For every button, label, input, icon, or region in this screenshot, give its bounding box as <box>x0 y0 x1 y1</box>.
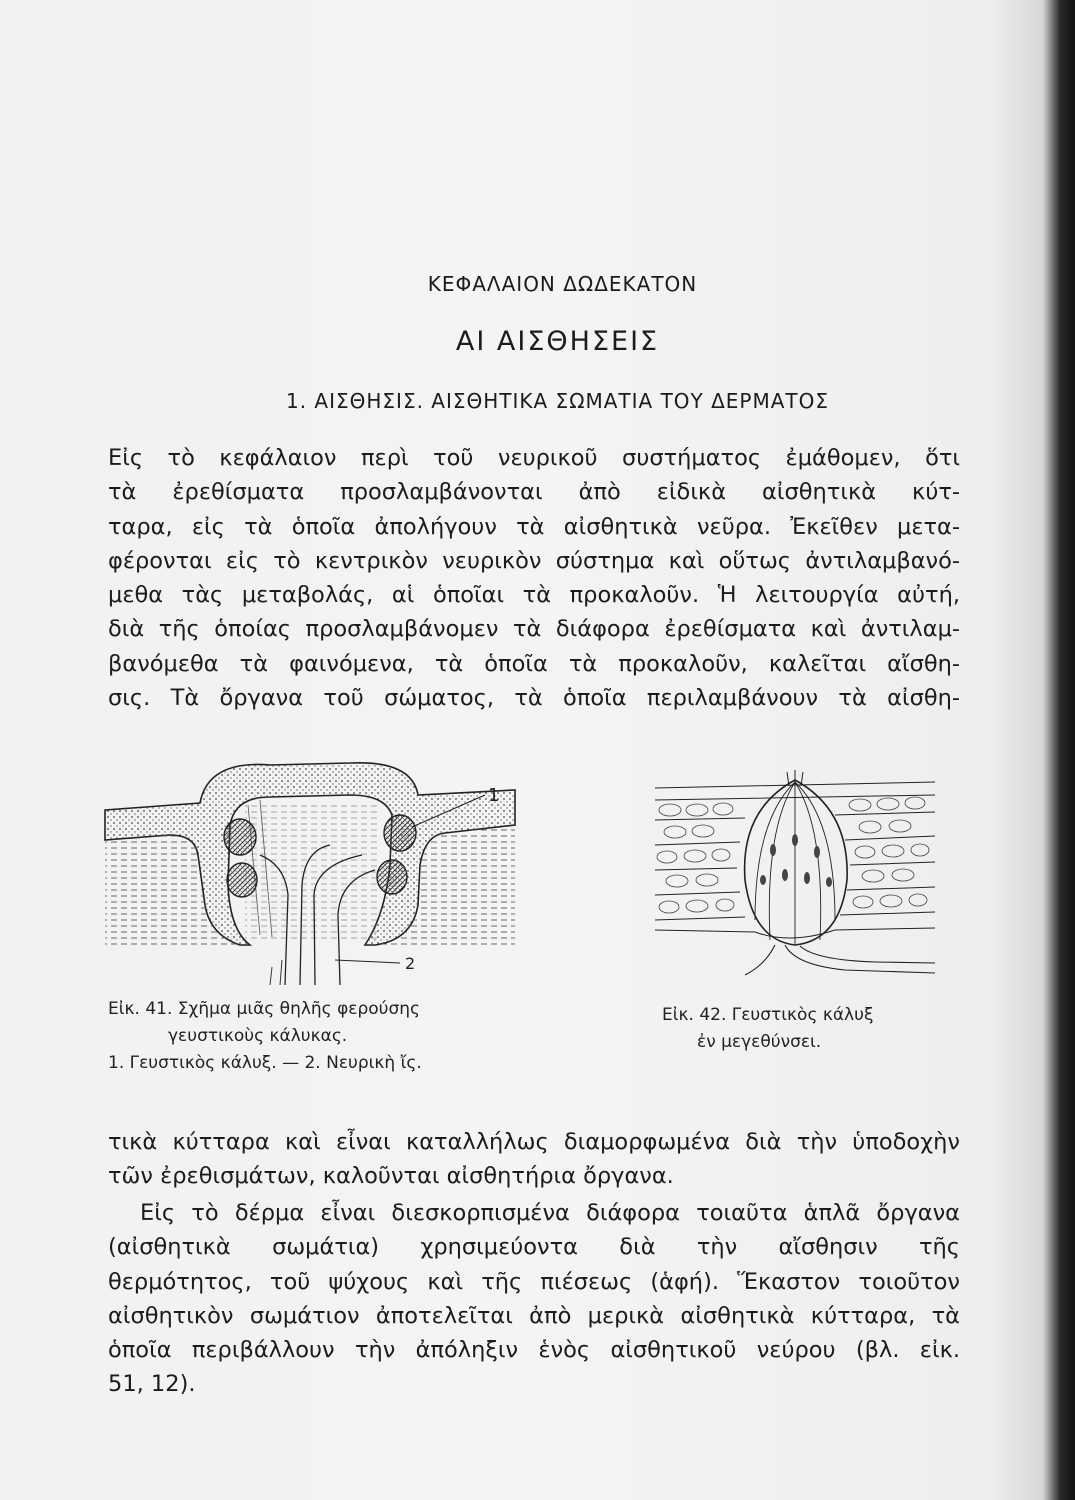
figure-42-taste-bud-drawing <box>645 770 945 980</box>
caption-line: Εἰκ. 41. Σχῆμα μιᾶς θηλῆς φερούσης <box>108 999 421 1019</box>
text-line: τικὰ κύτταρα καὶ εἶναι καταλλήλως διαμορφωμένα διὰ τὴν ὑποδοχὴν <box>108 1129 960 1155</box>
paragraph-3 <box>108 1196 960 1402</box>
text-line: τῶν ἐρεθισμάτων, καλοῦνται αἰσθητήρια ὄργανα. <box>108 1163 674 1190</box>
text-line: Εἰς τὸ κεφάλαιον περὶ τοῦ νευρικοῦ συστήματος ἐμάθομεν, ὅτι <box>108 445 960 471</box>
text-line: ὁποῖα περιβάλλουν τὴν ἀπόληξιν ἑνὸς αἰσθητικοῦ νεύρου (βλ. εἰκ. <box>108 1337 960 1364</box>
text-line: μεθα τὰς μεταβολάς, αἱ ὁποῖαι τὰ προκαλοῦν. Ἡ λειτουργία αὐτή, <box>108 582 960 609</box>
text-line: (αἰσθητικὰ σωμάτια) χρησιμεύοντα διὰ τὴν αἴσθησιν τῆς <box>108 1234 960 1261</box>
caption-line: γευστικοὺς κάλυκας. <box>168 1026 348 1046</box>
paragraph-2 <box>108 1125 960 1194</box>
figure-41-label-2: 2 <box>405 954 416 973</box>
paragraph-1 <box>108 441 960 715</box>
caption-line: ἐν μεγεθύνσει. <box>697 1032 822 1052</box>
text-line: ταρα, εἰς τὰ ὁποῖα ἀπολήγουν τὰ αἰσθητικὰ νεῦρα. Ἐκεῖθεν μετα- <box>108 513 960 540</box>
text-line: διὰ τῆς ὁποίας προσλαμβάνομεν τὰ διάφορα ἐρεθίσματα καὶ ἀντιλαμ- <box>108 616 960 643</box>
figure-41-label-1: 1 <box>488 785 500 806</box>
figure-42-caption <box>662 1002 873 1056</box>
figure-41-papilla-drawing <box>100 755 520 990</box>
text-line: αἰσθητικὸν σωμάτιον ἀποτελεῖται ἀπὸ μερικὰ αἰσθητικὰ κύτταρα, τὰ <box>108 1302 960 1329</box>
text-line: θερμότητος, τοῦ ψύχους καὶ τῆς πιέσεως (ἁφή). Ἕκαστον τοιοῦτον <box>108 1268 960 1295</box>
chapter-title: ΑΙ ΑΙΣΘΗΣΕΙΣ <box>455 326 660 357</box>
section-heading: 1. ΑΙΣΘΗΣΙΣ. ΑΙΣΘΗΤΙΚΑ ΣΩΜΑΤΙΑ ΤΟΥ ΔΕΡΜΑΤΟΣ <box>285 389 830 413</box>
text-line: Εἰς τὸ δέρμα εἶναι διεσκορπισμένα διάφορα τοιαῦτα ἁπλᾶ ὄργανα <box>140 1200 960 1226</box>
text-line: φέρονται εἰς τὸ κεντρικὸν νευρικὸν σύστημα καὶ οὕτως ἀντιλαμβανό- <box>108 547 960 574</box>
caption-line: 1. Γευστικὸς κάλυξ. — 2. Νευρικὴ ἴς. <box>108 1053 422 1073</box>
text-line: βανόμεθα τὰ φαινόμενα, τὰ ὁποῖα τὰ προκαλοῦν, καλεῖται αἴσθη- <box>108 650 960 677</box>
text-line: σις. Τὰ ὄργανα τοῦ σώματος, τὰ ὁποῖα περιλαμβάνουν τὰ αἰσθη- <box>108 685 960 712</box>
text-line: 51, 12). <box>108 1371 196 1398</box>
text-line: τὰ ἐρεθίσματα προσλαμβάνονται ἀπὸ εἰδικὰ αἰσθητικὰ κύτ- <box>108 479 960 506</box>
figure-41-caption <box>108 996 422 1077</box>
caption-line: Εἰκ. 42. Γευστικὸς κάλυξ <box>662 1005 874 1025</box>
chapter-heading: ΚΕΦΑΛΑΙΟΝ ΔΩΔΕΚΑΤΟΝ <box>427 272 698 296</box>
